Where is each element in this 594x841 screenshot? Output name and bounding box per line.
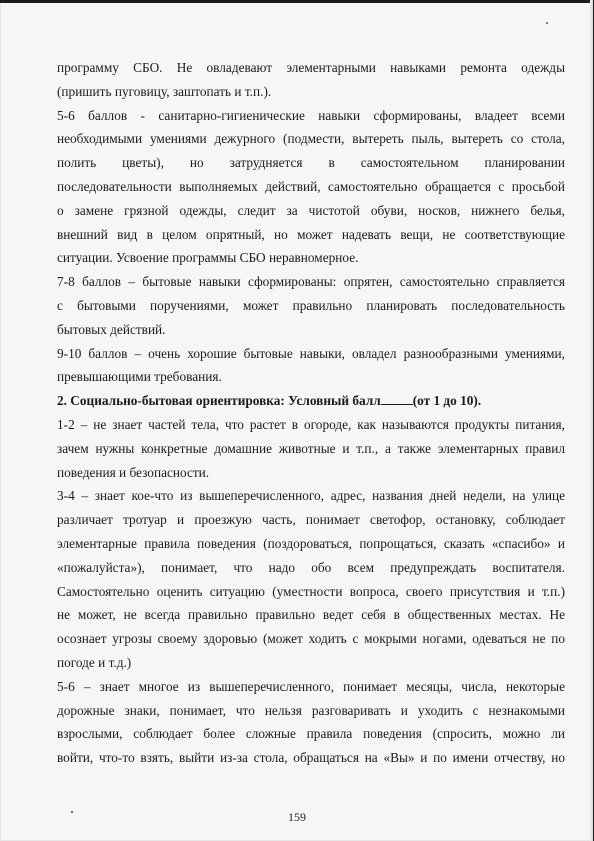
text-line: о замене грязной одежды, следит за чистотой обуви, носков, нижнего белья, <box>57 202 565 218</box>
document-body <box>57 56 565 770</box>
scan-edge-right <box>590 0 594 841</box>
section-heading <box>57 389 565 413</box>
scan-edge-top <box>0 0 594 3</box>
text-line: 9-10 баллов – очень хорошие бытовые навыки, овладел разнообразными умениями, <box>57 345 565 361</box>
text-line: программу СБО. Не овладевают элементарными навыками ремонта одежды <box>57 60 565 75</box>
text-line: осознает угрозы своему здоровью (может ходить с мокрыми ногами, одеваться не по <box>57 631 565 647</box>
text-line: дорожные знаки, понимает, что нельзя разговаривать и уходить с незнакомыми <box>57 702 565 718</box>
section-heading-text: 2. Социально-бытовая ориентировка: Условный балл <box>57 393 381 409</box>
text-line: войти, что-то взять, выйти из-за стола, обращаться на «Вы» и по имени отчеству, но <box>57 750 565 766</box>
text-line: 5-6 – знает многое из вышеперечисленного, понимает месяцы, числа, некоторые <box>57 678 565 694</box>
score-blank <box>381 392 413 405</box>
text-line: Самостоятельно оценить ситуацию (уместности вопроса, своего присутствия и т.п.) <box>57 583 565 599</box>
text-line: ситуации. Усвоение программы СБО неравномерное. <box>57 250 359 266</box>
text-line: зачем нужны конкретные домашние животные и т.п., а также элементарных правил <box>57 440 565 456</box>
scan-speck <box>546 22 548 24</box>
text-line: «пожалуйста»), понимает, что надо обо всем предупреждать воспитателя. <box>57 559 565 575</box>
text-line: 3-4 – знает кое-что из вышеперечисленного, адрес, названия дней недели, на улице <box>57 488 565 504</box>
text-line: 7-8 баллов – бытовые навыки сформированы: опрятен, самостоятельно справляется <box>57 274 565 290</box>
text-line: полить цветы), но затрудняется в самостоятельном планировании <box>57 155 565 171</box>
text-line: различает тротуар и проезжую часть, понимает светофор, остановку, соблюдает <box>57 512 565 528</box>
text-line: 5-6 баллов - санитарно-гигиенические навыки сформированы, владеет всеми <box>57 107 565 123</box>
text-line: 1-2 – не знает частей тела, что растет в огороде, как называются продукты питания, <box>57 416 565 432</box>
text-line: с бытовыми поручениями, может правильно планировать последовательность <box>57 297 565 313</box>
text-line: поведения и безопасности. <box>57 464 210 480</box>
text-line: не может, не всегда правильно правильно ведет себя в общественных местах. Не <box>57 607 565 623</box>
text-line: последовательности выполняемых действий, самостоятельно обращается с просьбой <box>57 178 565 194</box>
text-line: бытовых действий. <box>57 321 166 337</box>
text-line: внешний вид в целом опрятный, но может надевать вещи, не соответствующие <box>57 226 565 242</box>
text-line: превышающими требования. <box>57 369 222 385</box>
text-line: необходимыми умениями дежурного (подмести, вытереть пыль, вытереть со стола, <box>57 131 565 147</box>
text-line: элементарные правила поведения (поздороваться, попрощаться, сказать «спасибо» и <box>57 535 565 551</box>
page-number: 159 <box>288 810 306 824</box>
text-line: погоде и т.д.) <box>57 654 132 670</box>
text-line: взрослыми, соблюдает более сложные правила поведения (спросить, можно ли <box>57 726 565 742</box>
text-line: (пришить пуговицу, заштопать и т.п.). <box>57 83 272 99</box>
section-heading-range: (от 1 до 10). <box>412 393 482 409</box>
